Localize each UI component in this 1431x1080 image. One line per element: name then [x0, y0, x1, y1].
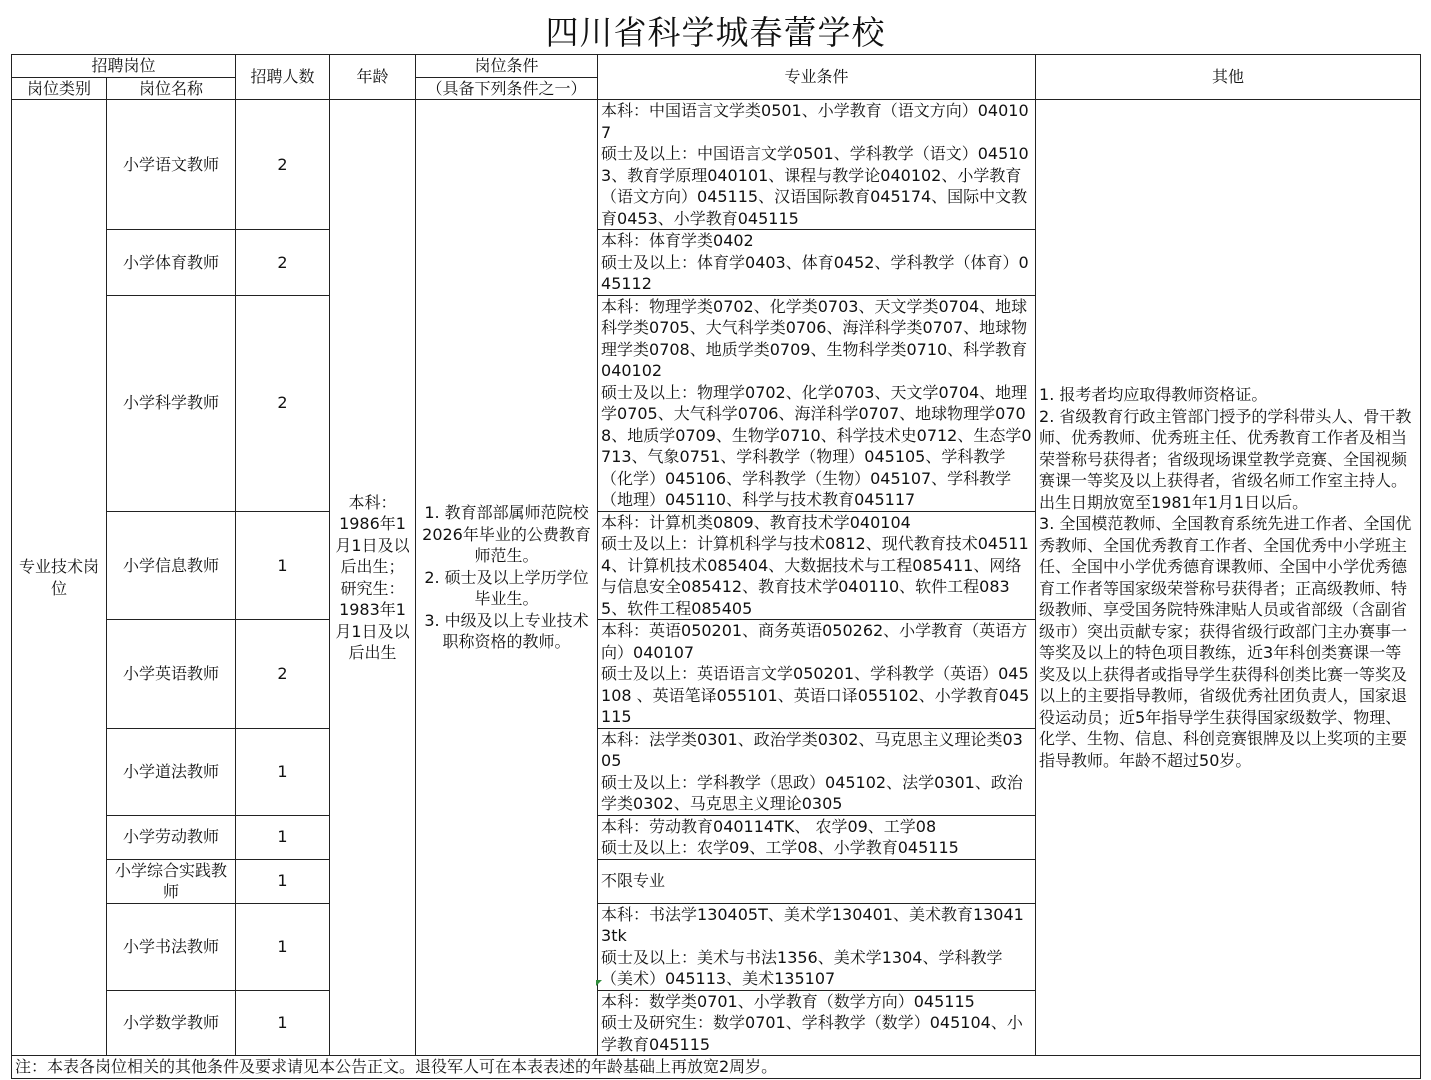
post-name-cell: 小学体育教师: [107, 230, 236, 296]
recruit-count-cell: 1: [236, 990, 330, 1056]
other-requirements-cell: 1. 报考者均应取得教师资格证。 2. 省级教育行政主管部门授予的学科带头人、骨干教师、优秀教师、优秀班主任、优秀教育工作者及相当荣誉称号获得者；省级现场课堂教学竞赛、全国视频赛课一等奖及以上获得者，省级名师工作室主持人。出生日期放宽至1981年1月1日以后。 3. 全国模范教师、全国教育系统先进工作者、全国优秀教师、全国优秀教育工作者、全国优秀中小学班主任、全国中小学优秀德育课教师、全国中小学优秀德育工作者等国家级荣誉称号获得者；正高级教师、特级教师、享受国务院特殊津贴人员或省部级（含副省级市）突出贡献专家；获得省级行政部门主办赛事一等奖及以上的特色项目教练，近3年科创类赛课一等奖及以上获得者或指导学生获得科创类比赛一等奖及以上的主要指导教师，省级优秀社团负责人，国家退役运动员；近5年指导学生获得国家级数学、物理、化学、生物、信息、科创竞赛银牌及以上奖项的主要指导教师。年龄不超过50岁。: [1036, 100, 1421, 1056]
recruit-count-cell: 2: [236, 230, 330, 296]
post-category-cell: 专业技术岗位: [12, 100, 107, 1056]
recruit-count-cell: 1: [236, 903, 330, 990]
recruit-count-cell: 2: [236, 295, 330, 511]
recruit-count-cell: 2: [236, 620, 330, 729]
table-row: [12, 100, 1421, 230]
post-name-cell: 小学语文教师: [107, 100, 236, 230]
major-requirement-cell: 本科：体育学类0402 硕士及以上：体育学0403、体育0452、学科教学（体育）045112: [598, 230, 1036, 296]
header-age: 年龄: [330, 55, 416, 100]
post-name-cell: 小学道法教师: [107, 728, 236, 815]
major-requirement-cell: 本科：书法学130405T、美术学130401、美术教育130413tk 硕士及以上：美术与书法1356、美术学1304、学科教学（美术）045113、美术135107: [598, 903, 1036, 990]
age-cell: 本科：1986年1月1日及以后出生；研究生：1983年1月1日及以后出生: [330, 100, 416, 1056]
header-recruit-post: 招聘岗位: [12, 55, 236, 78]
major-requirement-cell: 本科：物理学类0702、化学类0703、天文学类0704、地球科学类0705、大气科学类0706、海洋科学类0707、地球物理学类0708、地质学类0709、生物科学类0710、科学教育040102 硕士及以上：物理学0702、化学0703、天文学0704、地理学0705、大气科学0706、海洋科学0707、地球物理学0708、地质学0709、生物学0710、科学技术史0712、生态学0713、气象0751、学科教学（物理）045105、学科教学（化学）045106、学科教学（生物）045107、学科教学（地理）045110、科学与技术教育045117: [598, 295, 1036, 511]
major-requirement-cell: 本科：法学类0301、政治学类0302、马克思主义理论类0305 硕士及以上：学科教学（思政）045102、法学0301、政治学类0302、马克思主义理论0305: [598, 728, 1036, 815]
page-title: 四川省科学城春蕾学校: [545, 13, 886, 52]
major-requirement-cell: 本科：数学类0701、小学教育（数学方向）045115 硕士及研究生：数学0701、学科教学（数学）045104、小学教育045115: [598, 990, 1036, 1056]
table-footnote: 注：本表各岗位相关的其他条件及要求请见本公告正文。退役军人可在本表表述的年龄基础上再放宽2周岁。: [12, 1056, 1421, 1079]
header-major: 专业条件: [598, 55, 1036, 100]
recruit-count-cell: 2: [236, 100, 330, 230]
major-requirement-cell: 本科：英语050201、商务英语050262、小学教育（英语方向）040107 硕士及以上：英语语言文学050201、学科教学（英语）045108 、英语笔译055101、英语口译055102、小学教育045115: [598, 620, 1036, 729]
header-count: 招聘人数: [236, 55, 330, 100]
recruit-count-cell: 1: [236, 511, 330, 620]
header-conditions-sub: （具备下列条件之一）: [416, 77, 598, 100]
header-other: 其他: [1036, 55, 1421, 100]
post-name-cell: 小学综合实践教师: [107, 859, 236, 903]
post-name-cell: 小学英语教师: [107, 620, 236, 729]
post-name-cell: 小学数学教师: [107, 990, 236, 1056]
major-requirement-cell: 不限专业: [598, 859, 1036, 903]
header-row-1: [12, 55, 1421, 78]
post-name-cell: 小学劳动教师: [107, 815, 236, 859]
cell-comment-marker: [596, 980, 602, 986]
recruit-count-cell: 1: [236, 815, 330, 859]
major-requirement-cell: 本科：计算机类0809、教育技术学040104 硕士及以上：计算机科学与技术0812、现代教育技术045114、计算机技术085404、大数据技术与工程085411、网络与信息安全085412、教育技术学040110、软件工程0835、软件工程085405: [598, 511, 1036, 620]
post-name-cell: 小学书法教师: [107, 903, 236, 990]
recruitment-table: [11, 54, 1421, 1079]
note-row: [12, 1056, 1421, 1079]
post-conditions-cell: 1. 教育部部属师范院校2026年毕业的公费教育师范生。 2. 硕士及以上学历学位毕业生。 3. 中级及以上专业技术职称资格的教师。: [416, 100, 598, 1056]
header-post-name: 岗位名称: [107, 77, 236, 100]
major-requirement-cell: 本科：中国语言文学类0501、小学教育（语文方向）040107 硕士及以上：中国语言文学0501、学科教学（语文）045103、教育学原理040101、课程与教学论040102、小学教育（语文方向）045115、汉语国际教育045174、国际中文教育0453、小学教育045115: [598, 100, 1036, 230]
recruit-count-cell: 1: [236, 728, 330, 815]
post-name-cell: 小学信息教师: [107, 511, 236, 620]
header-post-category: 岗位类别: [12, 77, 107, 100]
major-requirement-cell: 本科：劳动教育040114TK、 农学09、工学08 硕士及以上：农学09、工学08、小学教育045115: [598, 815, 1036, 859]
header-conditions: 岗位条件: [416, 55, 598, 78]
post-name-cell: 小学科学教师: [107, 295, 236, 511]
recruit-count-cell: 1: [236, 859, 330, 903]
